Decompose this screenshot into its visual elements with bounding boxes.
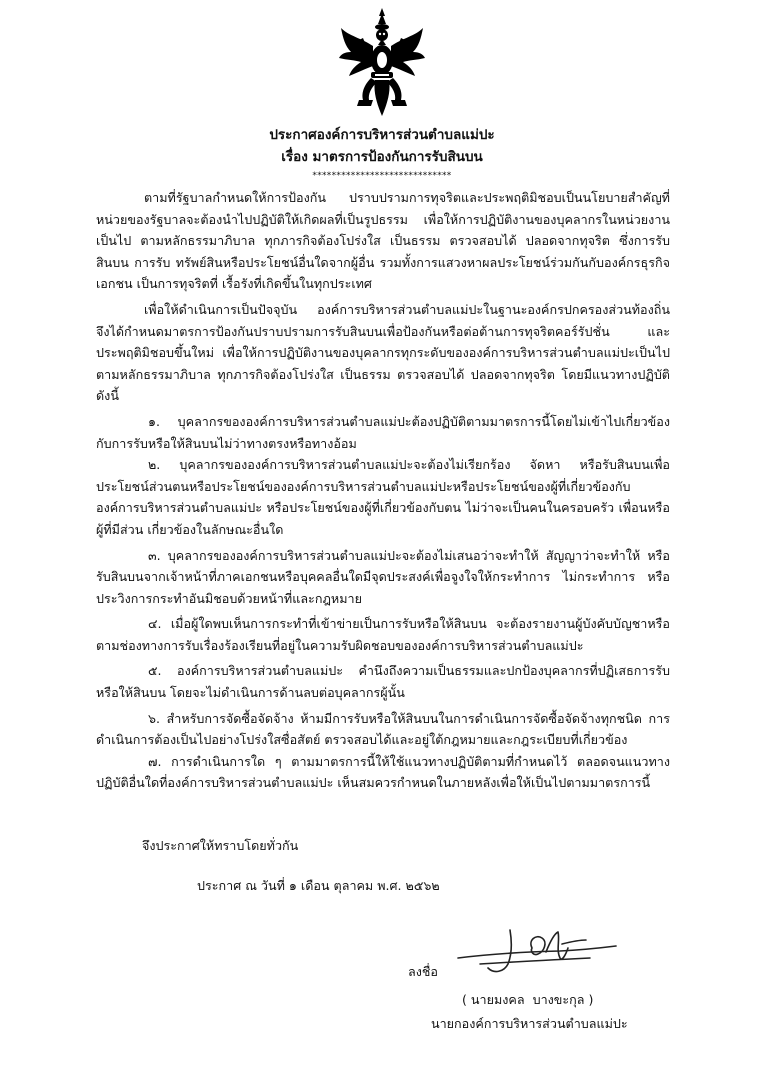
announcement-subject: เรื่อง มาตรการป้องกันการรับสินบน [281,149,483,165]
intro-paragraph-1: ตามที่รัฐบาลกำหนดให้การป้องกัน ปราบปรามการทุจริตและประพฤติมิชอบเป็นนโยบายสำคัญที่หน่วยของรัฐบาลจะต้องนำไปปฏิบัติให้เกิดผลที่เป็นรูปธรรม เพื่อให้การปฏิบัติงานของบุคลากรในหน่วยงานเป็นไป ตามหลักธรรมาภิบาล ทุกภารกิจต้องโปร่งใส เป็นธรรม ตรวจสอบได้ ปลอดจากทุจริต ซึ่งการรับสินบน การรับ ทรัพย์สินหรือประโยชน์อื่นใดจากผู้อื่น รวมทั้งการแสวงหาผลประโยชน์ร่วมกันกับองค์กรธุรกิจเอกชน เป็นการทุจริตที่ เรื้อรังที่เกิดขึ้นในทุกประเทศ [96,190,670,292]
measure-item-4: ๔. เมื่อผู้ใดพบเห็นการกระทำที่เข้าข่ายเป็นการรับหรือให้สินบน จะต้องรายงานผู้บังคับบัญชาหรือตามช่องทางการรับเรื่องร้องเรียนที่อยู่ในความรับผิดชอบขององค์การบริหารส่วนตำบลแม่ปะ [96,616,670,653]
measure-item-3: ๓. บุคลากรขององค์การบริหารส่วนตำบลแม่ปะจะต้องไม่เสนอว่าจะทำให้ สัญญาว่าจะทำให้ หรือรับสินบนจากเจ้าหน้าที่ภาคเอกชนหรือบุคคลอื่นใดมีจุดประสงค์เพื่อจูงใจให้กระทำการ ไม่กระทำการ หรือประวิงการกระทำอันมิชอบด้วยหน้าที่และกฎหมาย [96,547,670,606]
measure-item-2: ๒. บุคลากรขององค์การบริหารส่วนตำบลแม่ปะจะต้องไม่เรียกร้อง จัดหา หรือรับสินบนเพื่อประโยชน์ส่วนตนหรือประโยชน์ขององค์การบริหารส่วนตำบลแม่ปะหรือประโยชน์ของผู้ที่เกี่ยวข้องกับองค์การบริหารส่วนตำบลแม่ปะ หรือประโยชน์ของผู้ที่เกี่ยวข้องกับตน ไม่ว่าจะเป็นคนในครอบครัว เพื่อนหรือผู้ที่มีส่วน เกี่ยวข้องในลักษณะอื่นใด [96,457,670,537]
announcement-title: ประกาศองค์การบริหารส่วนตำบลแม่ปะ [269,127,495,143]
signer-position: นายกองค์การบริหารส่วนตำบลแม่ปะ [431,1016,628,1031]
garuda-emblem-icon [337,8,427,120]
title-separator: ***************************** [312,171,452,181]
signer-name: ( นายมงคล บางขะกุล ) [462,992,594,1007]
signature-image [450,918,620,990]
intro-paragraph-2: เพื่อให้ดำเนินการเป็นปัจจุบัน องค์การบริหารส่วนตำบลแม่ปะในฐานะองค์กรปกครองส่วนท้องถิ่น จึงได้กำหนดมาตรการป้องกันปราบปรามการรับสินบนเพื่อป้องกันหรือต่อต้านการทุจริตคอร์รัปชั่น และประพฤติมิชอบขึ้นใหม่ เพื่อให้การปฏิบัติงานของบุคลากรทุกระดับขององค์การบริหารส่วนตำบลแม่ปะเป็นไป ตามหลักธรรมาภิบาล ทุกภารกิจต้องโปร่งใส เป็นธรรม ตรวจสอบได้ ปลอดจากทุจริต โดยมีแนวทางปฏิบัติดังนี้ [96,301,670,404]
measure-item-6: ๖. สำหรับการจัดซื้อจัดจ้าง ห้ามมีการรับหรือให้สินบนในการดำเนินการจัดซื้อจัดจ้างทุกชนิด การดำเนินการต้องเป็นไปอย่างโปร่งใสซื่อสัตย์ ตรวจสอบได้และอยู่ใต้กฎหมายและกฎระเบียบที่เกี่ยวข้อง [96,710,670,748]
measure-item-5: ๕. องค์การบริหารส่วนตำบลแม่ปะ คำนึงถึงความเป็นธรรมและปกป้องบุคลากรที่ปฏิเสธการรับ หรือให้สินบน โดยจะไม่ดำเนินการด้านลบต่อบุคลากรผู้นั้น [96,663,670,701]
sign-label: ลงชื่อ [408,964,438,979]
measure-item-1: ๑. บุคลากรขององค์การบริหารส่วนตำบลแม่ปะต้องปฏิบัติตามมาตรการนี้โดยไม่เข้าไปเกี่ยวข้องกับการรับหรือให้สินบนไม่ว่าทางตรงหรือทางอ้อม [96,413,670,451]
announcement-body [96,187,670,794]
closing-statement: จึงประกาศให้ทราบโดยทั่วกัน [142,838,299,853]
announcement-date: ประกาศ ณ วันที่ ๑ เดือน ตุลาคม พ.ศ. ๒๕๖๒ [197,878,440,893]
measure-item-7: ๗. การดำเนินการใด ๆ ตามมาตรการนี้ให้ใช้แนวทางปฏิบัติตามที่กำหนดไว้ ตลอดจนแนวทางปฏิบัติอื่นใดที่องค์การบริหารส่วนตำบลแม่ปะ เห็นสมควรกำหนดในภายหลังเพื่อให้เป็นไปตามมาตรการนี้ [96,753,670,791]
